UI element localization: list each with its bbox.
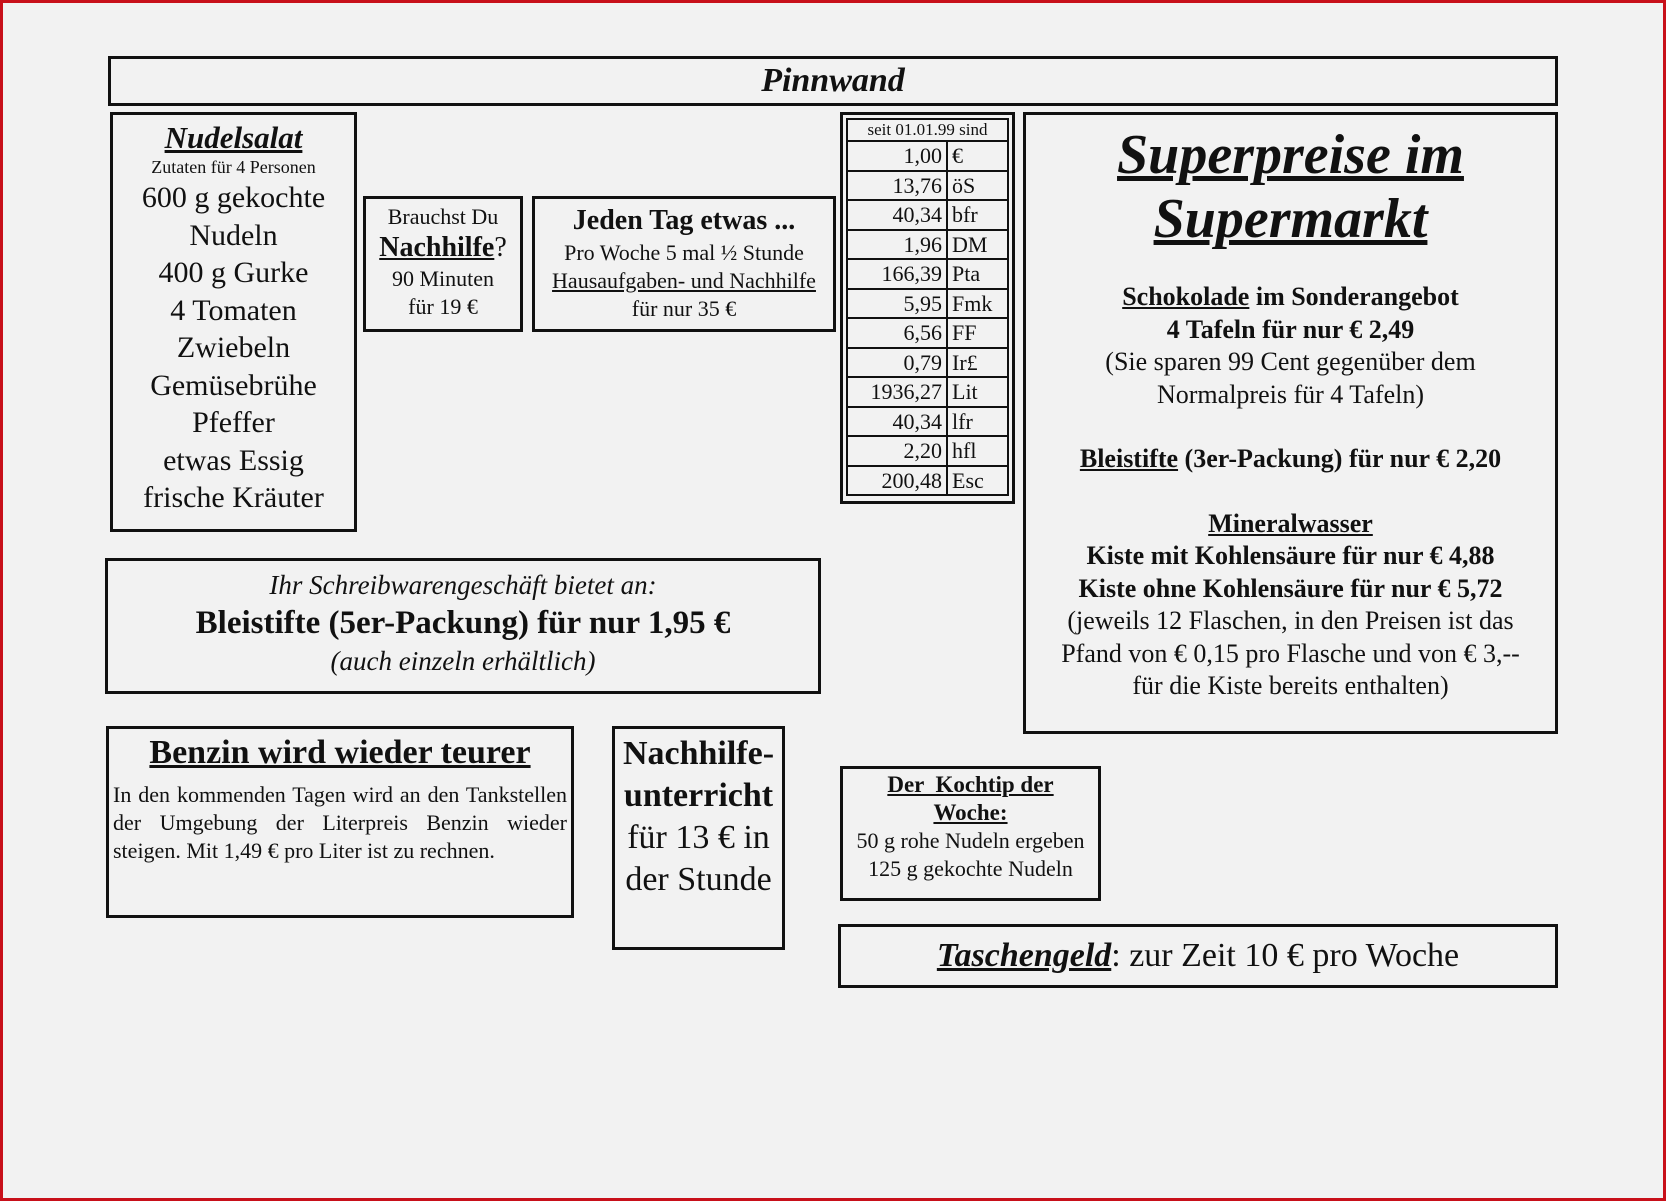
schokolade-title [1026,281,1555,314]
mineralwasser-note-1: (jeweils 12 Flaschen, in den Preisen ist das [1067,606,1514,635]
taschengeld-word: Taschengeld [936,937,1112,974]
currency-unit: lfr [947,407,1008,437]
currency-row [847,289,1008,319]
currency-table-card [840,112,1015,504]
nachhilfe-line1: Brauchst Du [387,204,499,229]
currency-table [846,118,1009,496]
jeden-tag-line1: Pro Woche 5 mal ½ Stunde [564,240,804,265]
currency-row [847,200,1008,230]
jeden-tag-line2: Hausaufgaben- und Nachhilfe [552,268,816,293]
currency-row [847,377,1008,407]
ingredient: 4 Tomaten [170,293,297,327]
ingredient: Gemüsebrühe [150,368,317,402]
ingredient: frische Kräuter [143,481,324,514]
mineralwasser-line-2: Kiste ohne Kohlensäure für nur € 5,72 [1078,573,1503,603]
benzin-heading: Benzin wird wieder teurer [149,734,531,771]
page-title [108,56,1558,106]
mineralwasser-note-2: Pfand von € 0,15 pro Flasche und von € 3,-- [1061,638,1520,668]
currency-value: 40,34 [847,200,947,230]
currency-unit: FF [947,318,1008,348]
nudelsalat-card [110,112,357,532]
superpreise-heading-2: Supermarkt [1153,188,1428,250]
schreibwaren-offer: Bleistifte (5er-Packung) für nur 1,95 € [195,605,731,641]
nachhilfe-question [366,231,520,265]
kochtip-line-2: 125 g gekochte Nudeln [868,856,1073,881]
currency-value: 0,79 [847,348,947,378]
currency-row [847,407,1008,437]
superpreise-heading-1: Superpreise im [1117,124,1464,186]
currency-unit: hfl [947,436,1008,466]
ingredient: 400 g Gurke [158,256,309,289]
currency-header-row [847,119,1008,141]
taschengeld-rest: : zur Zeit 10 € pro Woche [1111,937,1460,974]
currency-value: 2,20 [847,436,947,466]
currency-unit: bfr [947,200,1008,230]
bleistifte-offer [1026,443,1555,476]
question-mark: ? [494,232,507,263]
currency-row [847,171,1008,201]
superpreise-card [1023,112,1558,734]
currency-value: 5,95 [847,289,947,319]
ingredient: Pfeffer [192,406,275,439]
currency-row [847,259,1008,289]
schokolade-word: Schokolade [1122,282,1250,311]
currency-value: 1936,27 [847,377,947,407]
currency-value: 1,00 [847,141,947,171]
jeden-tag-heading: Jeden Tag etwas ... [572,205,796,236]
currency-unit: Ir£ [947,348,1008,378]
kochtip-line-1: 50 g rohe Nudeln ergeben [856,828,1085,853]
kochtip-heading-1: Der Kochtip der [887,772,1054,797]
nachhilfe-ad [363,196,523,332]
ingredient: 600 g gekochte [141,181,326,214]
taschengeld-note [838,924,1558,988]
nachhilfeunterricht-line-2: der Stunde [625,861,772,898]
benzin-text: In den kommenden Tagen wird an den Tankstellen der Umgebung der Literpreis Benzin wieder steigen. Mit 1,49 € pro Liter ist zu rechnen. [113,782,567,863]
currency-value: 1,96 [847,230,947,260]
schokolade-rest: im Sonderangebot [1249,282,1459,311]
currency-unit: € [947,141,1008,171]
ingredient: etwas Essig [163,443,304,477]
currency-unit: Lit [947,377,1008,407]
currency-value: 6,56 [847,318,947,348]
nudelsalat-subtitle: Zutaten für 4 Personen [151,157,316,177]
currency-value: 166,39 [847,259,947,289]
currency-unit: Esc [947,466,1008,496]
schokolade-note-1: (Sie sparen 99 Cent gegenüber dem [1105,347,1476,376]
jeden-tag-price: für nur 35 € [631,296,737,321]
jeden-tag-ad [532,196,836,332]
kochtip-heading-2: Woche: [933,800,1008,825]
mineralwasser-line-1: Kiste mit Kohlensäure für nur € 4,88 [1086,541,1495,570]
currency-row [847,348,1008,378]
nachhilfeunterricht-ad [612,726,785,950]
kochtip-card [840,766,1101,901]
currency-row [847,141,1008,171]
mineralwasser-word: Mineralwasser [1208,508,1373,538]
currency-value: 200,48 [847,466,947,496]
currency-row [847,230,1008,260]
currency-row [847,436,1008,466]
currency-header: seit 01.01.99 sind [847,119,1008,141]
schokolade-price: 4 Tafeln für nur € 2,49 [1166,314,1415,344]
ingredient: Zwiebeln [176,331,291,364]
schokolade-note-2: Normalpreis für 4 Tafeln) [1157,379,1424,409]
currency-unit: DM [947,230,1008,260]
schreibwaren-note: (auch einzeln erhältlich) [330,646,596,676]
title-text: Pinnwand [761,62,905,99]
bleistifte-rest: (3er-Packung) für nur € 2,20 [1178,444,1502,473]
nachhilfeunterricht-heading-2: unterricht [623,777,774,814]
ingredient: Nudeln [189,218,278,252]
benzin-notice [106,726,574,918]
mineralwasser-heading [1026,508,1555,541]
schreibwaren-line1: Ihr Schreibwarengeschäft bietet an: [269,570,657,600]
currency-row [847,466,1008,496]
nachhilfe-duration: 90 Minuten [391,266,495,291]
nudelsalat-heading: Nudelsalat [164,120,303,155]
schreibwaren-ad [105,558,821,694]
currency-value: 40,34 [847,407,947,437]
nachhilfe-word: Nachhilfe [379,232,495,263]
bleistifte-word: Bleistifte [1079,444,1179,473]
currency-unit: öS [947,171,1008,201]
currency-unit: Pta [947,259,1008,289]
currency-unit: Fmk [947,289,1008,319]
mineralwasser-note-3: für die Kiste bereits enthalten) [1132,671,1449,700]
currency-value: 13,76 [847,171,947,201]
nachhilfe-price: für 19 € [408,294,478,319]
currency-row [847,318,1008,348]
nachhilfeunterricht-heading-1: Nachhilfe- [622,735,775,772]
nachhilfeunterricht-line-1: für 13 € in [627,819,770,856]
